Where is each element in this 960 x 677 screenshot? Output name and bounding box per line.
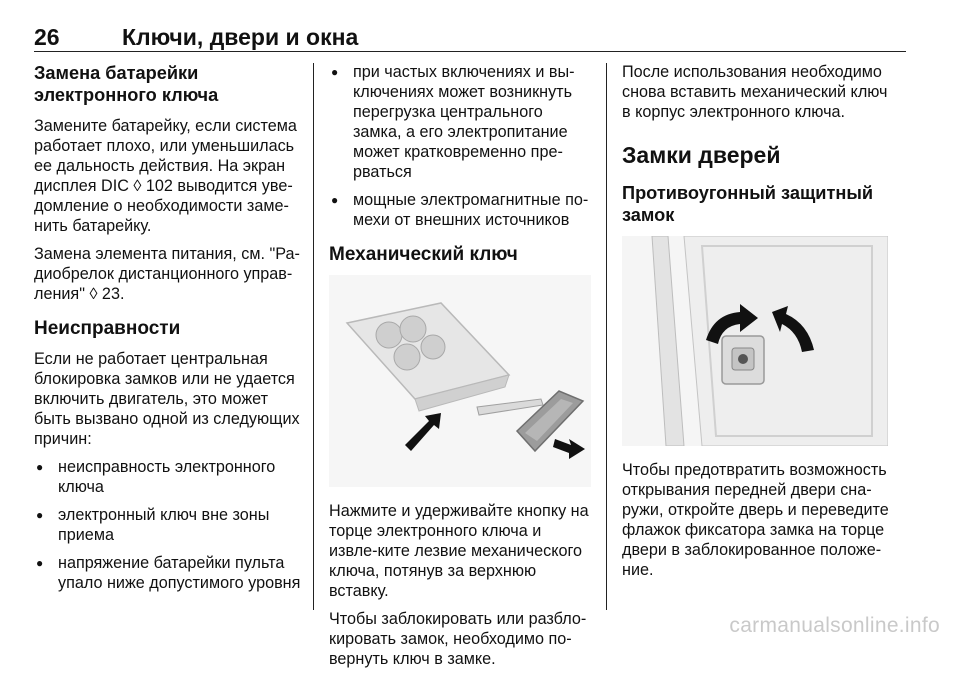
paragraph: Нажмите и удерживайте кнопку на торце электронного ключа и извле-ките лезвие механического ключа, потянув за верхнюю вставку. bbox=[329, 502, 589, 600]
section-heading-door-locks: Замки дверей bbox=[622, 142, 781, 168]
paragraph: Если не работает центральная блокировка замков или не удается включить двигатель, это может быть вызвано одной из следующих причин: bbox=[34, 350, 300, 448]
paragraph: Замена элемента питания, см. "Ра-диобрелок дистанционного управ-ления" ◊ 23. bbox=[34, 245, 300, 303]
watermark: carmanualsonline.info bbox=[729, 614, 940, 637]
section-heading-mechanical-key: Механический ключ bbox=[329, 244, 518, 265]
section-heading-faults: Неисправности bbox=[34, 318, 181, 339]
subheading-anti-theft-lock: Противоугонный защитный замок bbox=[622, 183, 874, 225]
list-item: ● электронный ключ вне зоны приема bbox=[34, 505, 302, 545]
column-divider bbox=[606, 63, 607, 610]
column-divider bbox=[313, 63, 314, 610]
paragraph: Замените батарейку, если система работает плохо, или уменьшилась ее дальность действия. На экран дисплея DIC ◊ 102 выводится уве-домление о необходимости заме-нить батарейку. bbox=[34, 117, 297, 235]
fault-list-continued bbox=[329, 62, 591, 230]
door-lock-illustration bbox=[622, 236, 888, 446]
section-heading-battery: Замена батарейки электронного ключа bbox=[34, 63, 219, 105]
list-item: ● неисправность электронного ключа bbox=[34, 457, 302, 497]
list-item: ● напряжение батарейки пульта упало ниже допустимого уровня bbox=[34, 553, 302, 593]
column-3 bbox=[622, 62, 892, 588]
page-header bbox=[34, 22, 906, 52]
page-number: 26 bbox=[34, 24, 60, 50]
list-item: ● мощные электромагнитные по-мехи от внешних источников bbox=[329, 190, 591, 230]
column-2 bbox=[329, 62, 591, 677]
paragraph: Чтобы предотвратить возможность открывания передней двери сна-ружи, откройте дверь и переведите флажок фиксатора замка на торце двери в заблокированное положе-ние. bbox=[622, 461, 889, 579]
chapter-title: Ключи, двери и окна bbox=[122, 24, 359, 50]
mechanical-key-illustration bbox=[329, 275, 591, 487]
header-rule bbox=[34, 51, 906, 52]
fault-list bbox=[34, 457, 302, 593]
paragraph: Чтобы заблокировать или разбло-кировать замок, необходимо по-вернуть ключ в замке. bbox=[329, 610, 587, 668]
list-item: ● при частых включениях и вы-ключениях может возникнуть перегрузка центрального замка, а его электропитание может кратковременно пре-рваться bbox=[329, 62, 591, 182]
paragraph: После использования необходимо снова вставить механический ключ в корпус электронного ключа. bbox=[622, 63, 888, 121]
column-1 bbox=[34, 62, 302, 601]
